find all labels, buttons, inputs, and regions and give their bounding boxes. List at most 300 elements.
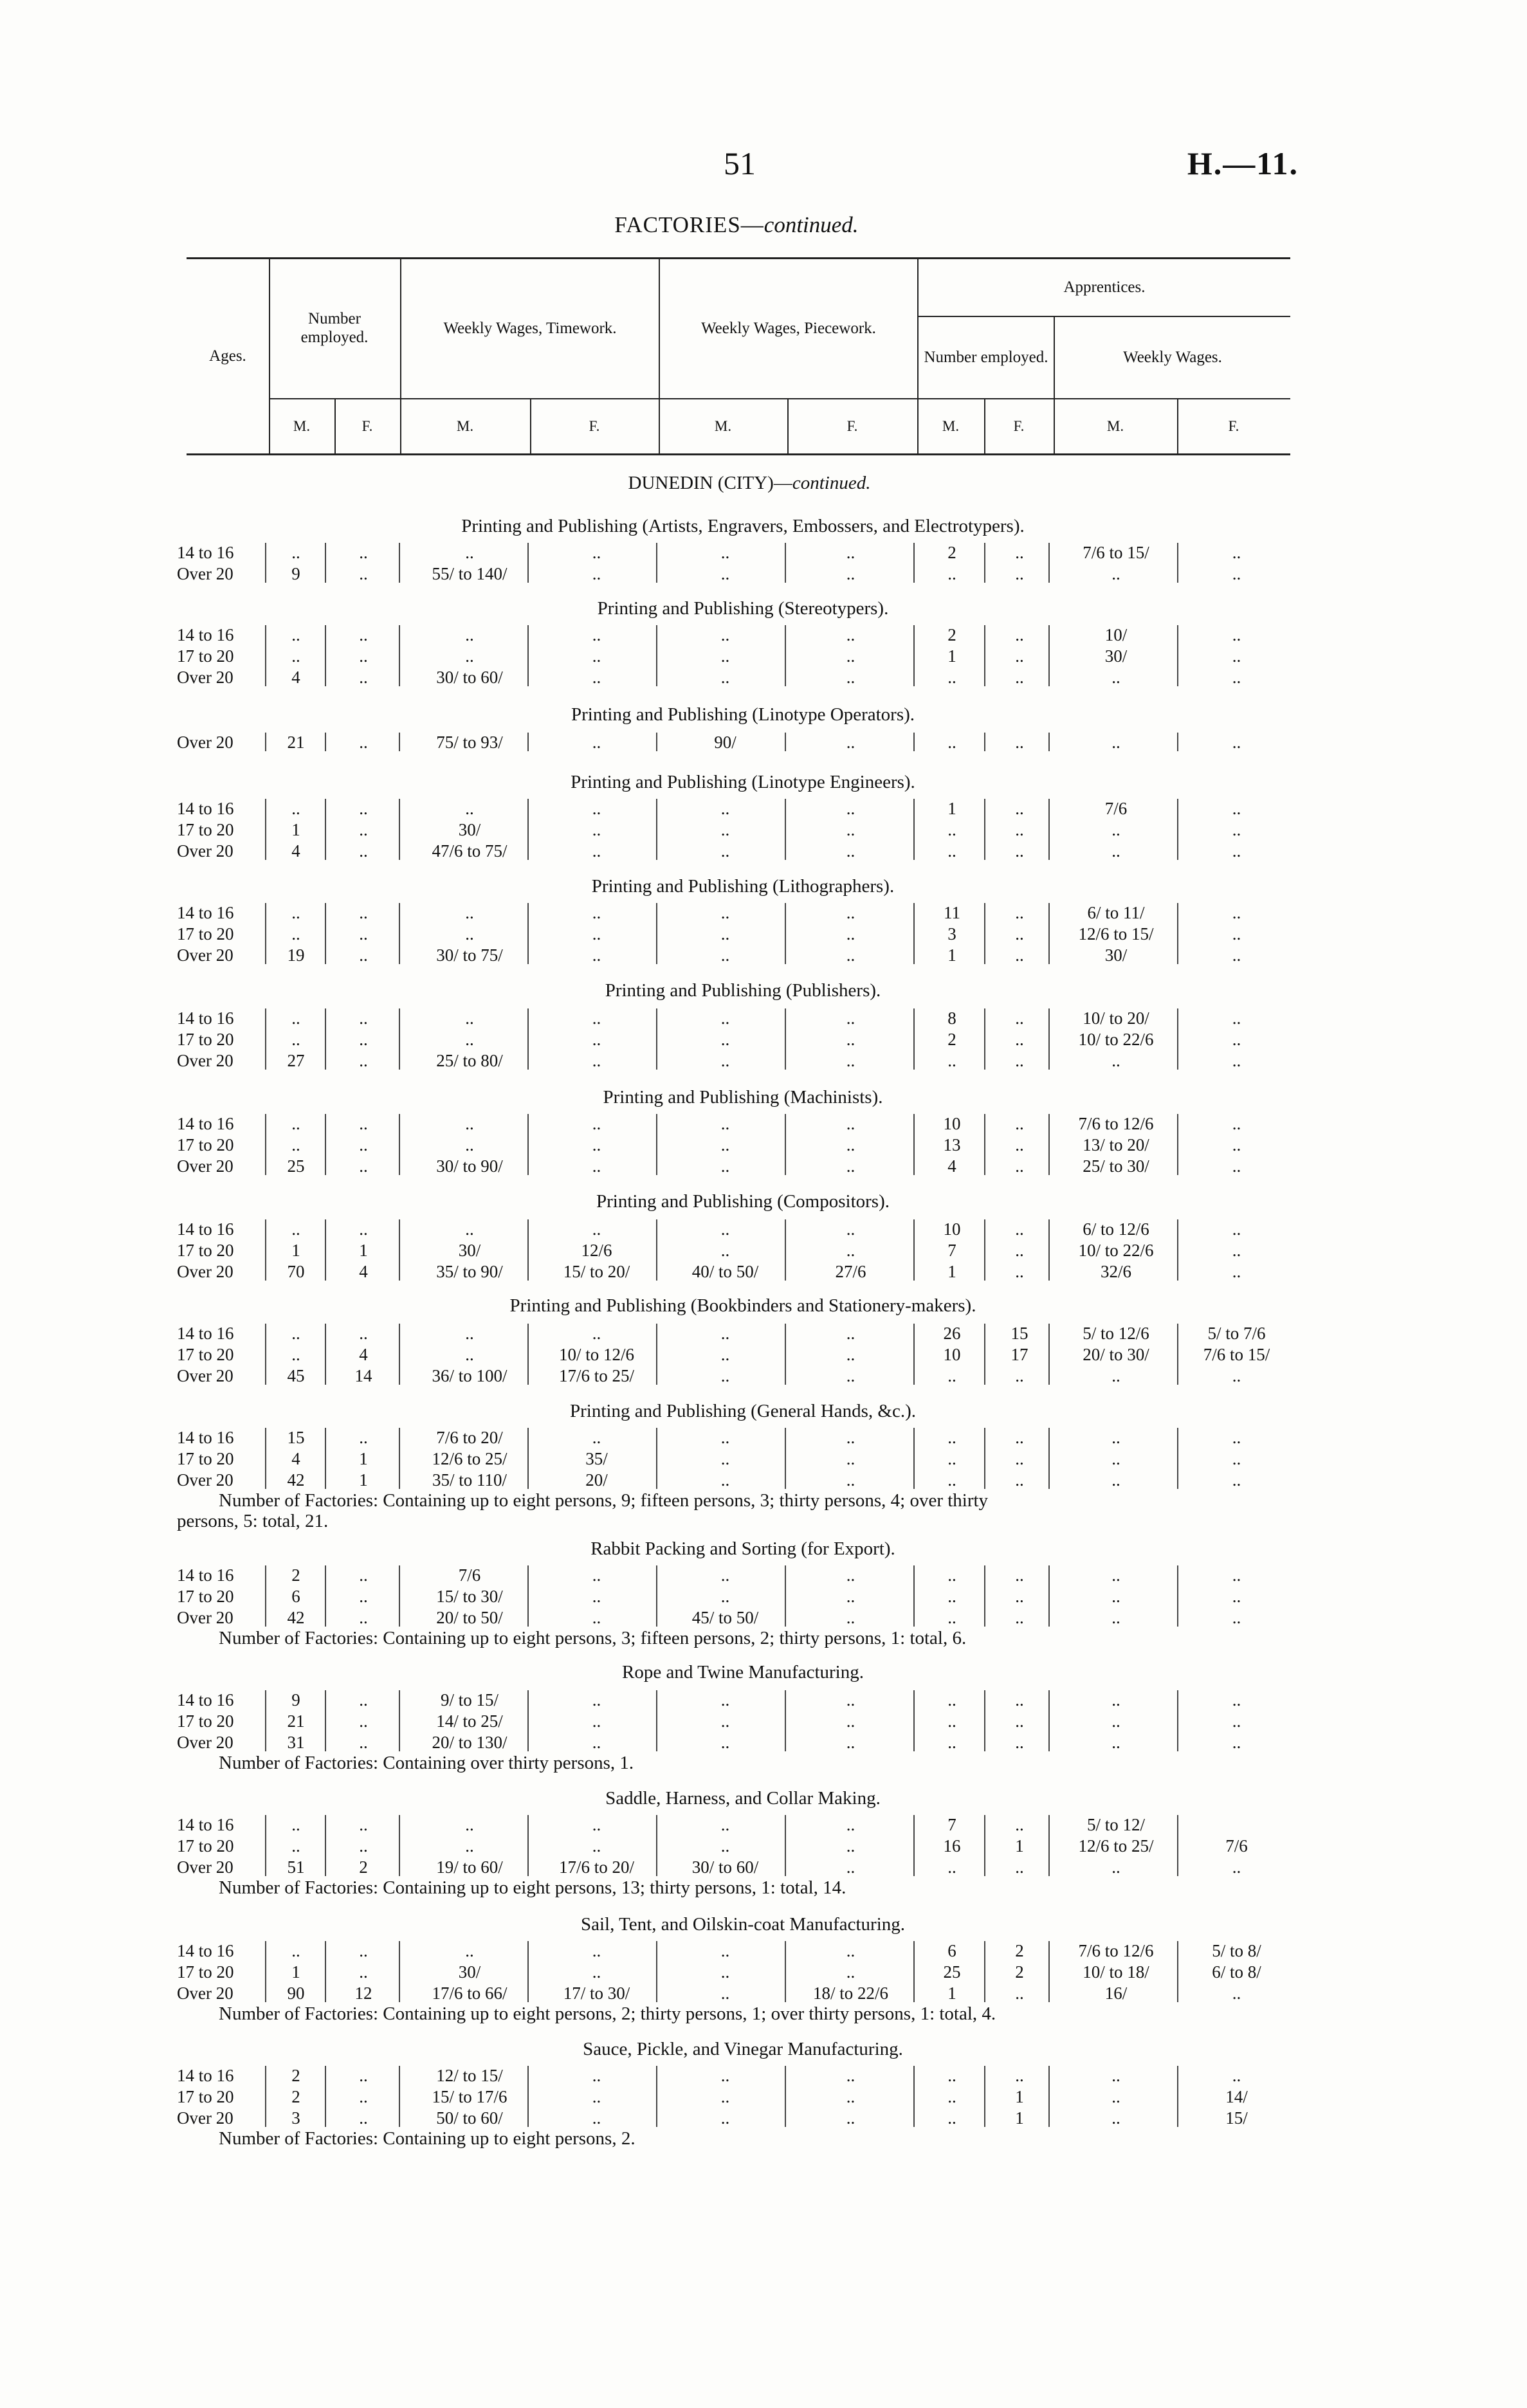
column-rule [399, 799, 400, 860]
column-rule [325, 1324, 326, 1385]
table-cell: 30/ [458, 1241, 481, 1260]
table-cell: .. [1232, 1733, 1241, 1752]
table-cell: .. [359, 903, 368, 922]
column-rule [984, 1114, 985, 1175]
table-cell: .. [720, 2087, 730, 2106]
table-cell: .. [846, 799, 855, 818]
column-rule [984, 733, 985, 751]
table-cell: .. [720, 1051, 730, 1070]
table-cell: 12/6 [581, 1241, 612, 1260]
table-cell: .. [720, 1690, 730, 1710]
section-title: Rope and Twine Manufacturing. [622, 1662, 864, 1683]
column-rule [399, 1219, 400, 1281]
table-cell: .. [846, 1345, 855, 1364]
table-cell: .. [592, 799, 601, 818]
age-group-cell: 14 to 16 [177, 543, 234, 562]
table-row [0, 1113, 1527, 1135]
column-rule [265, 733, 266, 751]
table-cell: .. [359, 1690, 368, 1710]
table-cell: .. [846, 1565, 855, 1585]
section-title: Printing and Publishing (Stereotypers). [597, 598, 889, 619]
age-group-cell: 17 to 20 [177, 1711, 234, 1731]
table-cell: 13 [943, 1135, 961, 1154]
table-cell: .. [720, 1241, 730, 1260]
column-rule [1177, 799, 1178, 860]
column-rule [265, 543, 266, 583]
table-cell: 30/ [1104, 945, 1128, 965]
section-title: Rabbit Packing and Sorting (for Export). [590, 1538, 895, 1559]
table-cell: .. [846, 2108, 855, 2128]
table-cell: 42 [287, 1608, 305, 1627]
table-cell: 1 [1015, 2087, 1024, 2106]
column-rule [785, 733, 786, 751]
column-rule [1048, 733, 1050, 751]
table-cell: 1 [359, 1449, 368, 1468]
number-employed-header: Number employed. [300, 310, 369, 346]
table-cell: .. [592, 1156, 601, 1176]
age-group-cell: 14 to 16 [177, 1815, 234, 1834]
table-cell: .. [720, 1008, 730, 1028]
table-cell: 20/ to 30/ [1083, 1345, 1149, 1364]
column-rule [1048, 1219, 1050, 1281]
column-rule [325, 1114, 326, 1175]
table-row [0, 1689, 1527, 1711]
column-rule [527, 1008, 529, 1070]
table-cell: .. [359, 646, 368, 666]
column-rule [984, 799, 985, 860]
column-rule [656, 625, 657, 686]
table-cell: .. [720, 1345, 730, 1364]
table-cell: .. [720, 1449, 730, 1468]
table-cell: .. [1232, 564, 1241, 583]
column-rule [1048, 625, 1050, 686]
age-group-cell: 17 to 20 [177, 2087, 234, 2106]
column-rule [265, 1219, 266, 1281]
table-cell: .. [947, 2108, 956, 2128]
table-cell: .. [846, 1156, 855, 1176]
column-rule [325, 1815, 326, 1876]
table-cell: .. [720, 1836, 730, 1856]
table-cell: .. [846, 1470, 855, 1490]
table-cell: .. [1111, 1608, 1120, 1627]
column-rule [984, 1941, 985, 2002]
age-group-cell: 14 to 16 [177, 1428, 234, 1447]
table-cell: .. [947, 1470, 956, 1490]
table-cell: .. [1111, 1690, 1120, 1710]
column-rule [1048, 2066, 1050, 2127]
column-rule [1048, 1565, 1050, 1627]
column-rule [984, 543, 985, 583]
table-cell: .. [359, 564, 368, 583]
table-cell: .. [291, 1030, 300, 1049]
factories-note: Number of Factories: Containing up to eight persons, 2. [219, 2128, 635, 2149]
table-cell: 20/ to 130/ [432, 1733, 507, 1752]
table-cell: .. [846, 1608, 855, 1627]
apprentices-wages-header: Weekly Wages. [1123, 348, 1222, 366]
table-cell: 4 [291, 1449, 300, 1468]
table-cell: 1 [1015, 1836, 1024, 1856]
table-cell: .. [720, 2066, 730, 2085]
table-cell: .. [465, 1114, 474, 1133]
age-group-cell: 14 to 16 [177, 1565, 234, 1585]
table-row [0, 1261, 1527, 1282]
column-rule [913, 1815, 915, 1876]
column-rule [527, 1428, 529, 1489]
table-cell: 3 [291, 2108, 300, 2128]
column-rule [399, 1815, 400, 1876]
table-cell: .. [1015, 841, 1024, 861]
table-cell: 12/ to 15/ [436, 2066, 503, 2085]
table-cell: .. [1232, 903, 1241, 922]
table-cell: .. [1232, 1608, 1241, 1627]
table-cell: .. [359, 1008, 368, 1028]
column-rule [1177, 2066, 1178, 2127]
column-rule [656, 1219, 657, 1281]
table-cell: 25/ to 80/ [436, 1051, 503, 1070]
apprentice-wages-m-header: M. [1106, 417, 1124, 434]
table-cell: .. [592, 1836, 601, 1856]
table-cell: .. [846, 1008, 855, 1028]
table-cell: .. [1015, 564, 1024, 583]
column-rule [399, 1324, 400, 1385]
table-cell: 30/ to 60/ [436, 668, 503, 687]
table-cell: 21 [287, 1711, 305, 1731]
column-rule [913, 1219, 915, 1281]
table-cell: .. [1232, 1690, 1241, 1710]
piecework-f-header: F. [846, 417, 858, 434]
column-rule [527, 1941, 529, 2002]
table-cell: 35/ [585, 1449, 608, 1468]
column-rule [399, 1690, 400, 1751]
table-row [0, 731, 1527, 753]
table-cell: .. [1111, 1366, 1120, 1385]
table-cell: 5/ to 12/ [1086, 1815, 1145, 1834]
table-cell: .. [846, 1449, 855, 1468]
table-cell: .. [1015, 1030, 1024, 1049]
table-cell: .. [1015, 1470, 1024, 1490]
table-cell: .. [359, 841, 368, 861]
table-cell: .. [359, 1219, 368, 1239]
section-title: Printing and Publishing (Publishers). [605, 980, 881, 1001]
table-cell: .. [1015, 2066, 1024, 2085]
table-cell: 32/6 [1100, 1262, 1131, 1281]
age-group-cell: 17 to 20 [177, 646, 234, 666]
table-cell: .. [592, 820, 601, 839]
table-cell: .. [846, 2066, 855, 2085]
column-rule [785, 903, 786, 964]
table-cell: 15/ to 20/ [563, 1262, 630, 1281]
table-cell: 1 [291, 1241, 300, 1260]
page-number: 51 [724, 145, 756, 181]
table-cell: .. [465, 646, 474, 666]
table-row [0, 923, 1527, 945]
table-row [0, 666, 1527, 688]
table-cell: .. [720, 1565, 730, 1585]
table-cell: .. [1015, 1156, 1024, 1176]
column-rule [399, 1565, 400, 1627]
table-cell: .. [1015, 924, 1024, 944]
table-cell: 90/ [714, 733, 736, 752]
table-cell: 26 [943, 1324, 961, 1343]
table-cell: .. [291, 1114, 300, 1133]
table-cell: 7/6 to 15/ [1203, 1345, 1270, 1364]
table-cell: .. [291, 1836, 300, 1856]
section-title: Printing and Publishing (Lithographers). [591, 876, 895, 897]
table-cell: 1 [947, 799, 956, 818]
table-row [0, 1155, 1527, 1177]
table-row [0, 1961, 1527, 1983]
column-rule [527, 543, 529, 583]
table-cell: .. [359, 733, 368, 752]
table-cell: 1 [1015, 2108, 1024, 2128]
table-cell: 75/ to 93/ [436, 733, 503, 752]
table-cell: .. [465, 1219, 474, 1239]
table-cell: 36/ to 100/ [432, 1366, 507, 1385]
piecework-wages-header: Weekly Wages, Piecework. [701, 319, 876, 337]
table-cell: .. [359, 799, 368, 818]
table-cell: .. [465, 543, 474, 562]
table-cell: .. [1015, 1690, 1024, 1710]
table-cell: .. [1232, 1565, 1241, 1585]
table-cell: .. [720, 1470, 730, 1490]
table-cell: .. [846, 733, 855, 752]
apprentices-m-header: M. [942, 417, 960, 434]
table-cell: 1 [359, 1241, 368, 1260]
column-rule [265, 1815, 266, 1876]
table-cell: .. [359, 625, 368, 644]
section-title: Printing and Publishing (Compositors). [596, 1191, 890, 1212]
table-cell: .. [846, 945, 855, 965]
table-cell: .. [1232, 1156, 1241, 1176]
table-cell: .. [1232, 1366, 1241, 1385]
table-cell: 15 [1010, 1324, 1029, 1343]
table-cell: .. [291, 543, 300, 562]
table-cell: .. [846, 625, 855, 644]
column-rule [265, 1690, 266, 1751]
column-rule [265, 1324, 266, 1385]
table-cell: .. [846, 646, 855, 666]
table-cell: 6 [291, 1587, 300, 1606]
table-cell: 10 [943, 1345, 961, 1364]
table-cell: .. [291, 1219, 300, 1239]
column-rule [656, 1565, 657, 1627]
table-cell: 4 [947, 1156, 956, 1176]
table-cell: .. [1015, 1366, 1024, 1385]
table-cell: .. [1111, 1428, 1120, 1447]
table-cell: .. [1015, 903, 1024, 922]
table-cell: 2 [947, 625, 956, 644]
table-row [0, 1239, 1527, 1261]
table-cell: 40/ to 50/ [691, 1262, 759, 1281]
piecework-m-header: M. [714, 417, 732, 434]
column-rule [527, 1690, 529, 1751]
location-heading-main: DUNEDIN (CITY)— [628, 473, 792, 493]
table-cell: .. [720, 1941, 730, 1960]
column-rule [1048, 1941, 1050, 2002]
column-rule [325, 2066, 326, 2127]
table-cell: .. [1232, 733, 1241, 752]
column-rule [913, 799, 915, 860]
table-cell: 1 [947, 1262, 956, 1281]
column-rule [984, 1008, 985, 1070]
table-cell: .. [947, 841, 956, 861]
table-cell: .. [1015, 1449, 1024, 1468]
table-row [0, 563, 1527, 585]
column-rule [913, 625, 915, 686]
column-rule [265, 1941, 266, 2002]
table-cell: .. [1015, 1608, 1024, 1627]
table-cell: .. [1015, 1733, 1024, 1752]
table-cell: .. [720, 543, 730, 562]
table-cell: .. [720, 799, 730, 818]
column-rule [325, 1428, 326, 1489]
table-cell: 15 [287, 1428, 305, 1447]
column-rule [527, 625, 529, 686]
column-rule [656, 733, 657, 751]
table-cell: .. [846, 1587, 855, 1606]
table-cell: .. [846, 1135, 855, 1154]
table-row [0, 902, 1527, 924]
table-row [0, 819, 1527, 841]
table-cell: 12/6 to 15/ [1078, 924, 1154, 944]
table-row [0, 1134, 1527, 1156]
section-title: Printing and Publishing (General Hands, &c.). [569, 1401, 917, 1421]
table-row [0, 1427, 1527, 1448]
table-cell: 2 [291, 2066, 300, 2085]
table-cell: .. [1232, 625, 1241, 644]
column-rule [656, 799, 657, 860]
table-cell: .. [592, 2087, 601, 2106]
document-reference: H.—11. [1187, 145, 1299, 181]
table-cell: 2 [1015, 1962, 1024, 1982]
table-cell: .. [947, 1051, 956, 1070]
table-cell: 1 [291, 1962, 300, 1982]
table-cell: .. [846, 1941, 855, 1960]
age-group-cell: 17 to 20 [177, 1449, 234, 1468]
table-cell: .. [1111, 820, 1120, 839]
column-rule [984, 1324, 985, 1385]
table-cell: .. [1232, 820, 1241, 839]
age-group-cell: Over 20 [177, 1262, 233, 1281]
age-group-cell: 14 to 16 [177, 1324, 234, 1343]
age-group-cell: 17 to 20 [177, 1836, 234, 1856]
section-title: Sauce, Pickle, and Vinegar Manufacturing. [583, 2039, 903, 2059]
column-rule [656, 1114, 657, 1175]
age-group-cell: 14 to 16 [177, 903, 234, 922]
table-cell: .. [1232, 1470, 1241, 1490]
table-cell: .. [846, 2087, 855, 2106]
table-cell: .. [1232, 1984, 1241, 2003]
table-row [0, 2065, 1527, 2086]
table-cell: .. [720, 2108, 730, 2128]
age-group-cell: 14 to 16 [177, 625, 234, 644]
table-cell: .. [1015, 625, 1024, 644]
table-cell: .. [1232, 1241, 1241, 1260]
table-cell: 9/ to 15/ [440, 1690, 498, 1710]
column-rule [1177, 1008, 1178, 1070]
table-cell: .. [592, 625, 601, 644]
table-cell: .. [1111, 668, 1120, 687]
apprentices-f-header: F. [1013, 417, 1025, 434]
table-cell: .. [592, 1733, 601, 1752]
table-cell: .. [359, 1608, 368, 1627]
table-cell: .. [359, 1941, 368, 1960]
table-cell: .. [720, 1587, 730, 1606]
table-cell: 10 [943, 1219, 961, 1239]
table-cell: 30/ to 60/ [691, 1857, 759, 1877]
table-cell: .. [1111, 1587, 1120, 1606]
table-cell: .. [846, 1051, 855, 1070]
table-cell: .. [947, 1733, 956, 1752]
table-cell: .. [846, 1836, 855, 1856]
column-rule [325, 1219, 326, 1281]
table-cell: 14/ [1225, 2087, 1248, 2106]
column-rule [527, 1114, 529, 1175]
table-cell: 5/ to 12/6 [1083, 1324, 1149, 1343]
age-group-cell: 14 to 16 [177, 2066, 234, 2085]
table-cell: 4 [359, 1345, 368, 1364]
timework-f-header: F. [589, 417, 600, 434]
table-row [0, 2107, 1527, 2129]
age-group-cell: Over 20 [177, 1984, 233, 2003]
column-rule [399, 733, 400, 751]
table-cell: .. [947, 820, 956, 839]
table-cell: .. [1232, 1857, 1241, 1877]
column-rule [984, 1219, 985, 1281]
table-cell: 6 [947, 1941, 956, 1960]
column-rule [265, 1114, 266, 1175]
table-cell: .. [359, 668, 368, 687]
table-cell: .. [720, 945, 730, 965]
table-cell: .. [592, 1114, 601, 1133]
table-cell: 6/ to 8/ [1212, 1962, 1261, 1982]
table-cell: .. [592, 1324, 601, 1343]
table-cell: 30/ [1104, 646, 1128, 666]
table-cell: .. [947, 1608, 956, 1627]
table-cell: .. [947, 1565, 956, 1585]
table-cell: .. [1111, 1051, 1120, 1070]
table-cell: 7/6 to 20/ [436, 1428, 503, 1447]
table-cell: .. [359, 1836, 368, 1856]
table-cell: 7/6 to 15/ [1083, 543, 1149, 562]
table-cell: .. [592, 1030, 601, 1049]
column-rule [527, 1219, 529, 1281]
table-cell: 15/ to 17/6 [432, 2087, 507, 2106]
table-cell: 14 [354, 1366, 372, 1385]
table-cell: .. [720, 1324, 730, 1343]
column-rule [325, 1008, 326, 1070]
running-title-main: FACTORIES— [614, 212, 764, 237]
column-rule [1177, 1690, 1178, 1751]
table-cell: .. [592, 668, 601, 687]
table-row [0, 1814, 1527, 1836]
table-cell: 17/6 to 66/ [432, 1984, 507, 2003]
age-group-cell: Over 20 [177, 1156, 233, 1176]
table-cell: 3 [947, 924, 956, 944]
age-group-cell: 14 to 16 [177, 799, 234, 818]
table-cell: 10/ to 18/ [1083, 1962, 1149, 1982]
table-cell: .. [291, 1324, 300, 1343]
running-title-italic: continued. [764, 212, 859, 237]
table-cell: .. [846, 1366, 855, 1385]
table-cell: .. [1232, 1030, 1241, 1049]
table-cell: 25/ to 30/ [1083, 1156, 1149, 1176]
table-cell: .. [359, 543, 368, 562]
table-cell: .. [947, 1711, 956, 1731]
table-cell: .. [592, 1051, 601, 1070]
age-group-cell: Over 20 [177, 841, 233, 861]
column-rule [399, 1428, 400, 1489]
